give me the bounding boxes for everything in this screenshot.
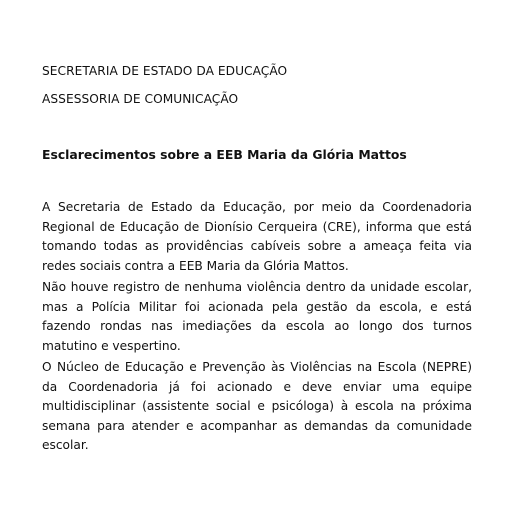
- paragraph-line: tomando todas as providências cabíveis sobre a ameaça feita via: [42, 239, 472, 254]
- paragraph-line: multidisciplinar (assistente social e psicóloga) à escola na próxima: [42, 399, 472, 414]
- paragraph-line: mas a Polícia Militar foi acionada pela gestão da escola, e está: [42, 299, 472, 314]
- paragraph-3: [42, 358, 472, 456]
- paragraph-line: matutino e vespertino.: [42, 338, 181, 353]
- header-secretaria: SECRETARIA DE ESTADO DA EDUCAÇÃO: [42, 64, 288, 78]
- paragraph-line: semana para atender e acompanhar as demandas da comunidade: [42, 418, 472, 433]
- header-assessoria: ASSESSORIA DE COMUNICAÇÃO: [42, 92, 239, 106]
- paragraph-1: [42, 198, 472, 276]
- paragraph-line: fazendo rondas nas imediações da escola ao longo dos turnos: [42, 319, 472, 334]
- paragraph-line: escolar.: [42, 438, 89, 453]
- paragraph-2: [42, 278, 472, 356]
- paragraph-line: redes sociais contra a EEB Maria da Glória Mattos.: [42, 258, 349, 273]
- paragraph-line: A Secretaria de Estado da Educação, por meio da Coordenadoria: [42, 200, 472, 214]
- paragraph-line: da Coordenadoria já foi acionado e deve enviar uma equipe: [42, 379, 472, 394]
- paragraph-line: Não houve registro de nenhuma violência dentro da unidade escolar,: [42, 280, 472, 294]
- paragraph-line: O Núcleo de Educação e Prevenção às Violências na Escola (NEPRE): [42, 360, 472, 374]
- paragraph-line: Regional de Educação de Dionísio Cerqueira (CRE), informa que está: [42, 219, 472, 234]
- document-title: Esclarecimentos sobre a EEB Maria da Glória Mattos: [42, 147, 407, 162]
